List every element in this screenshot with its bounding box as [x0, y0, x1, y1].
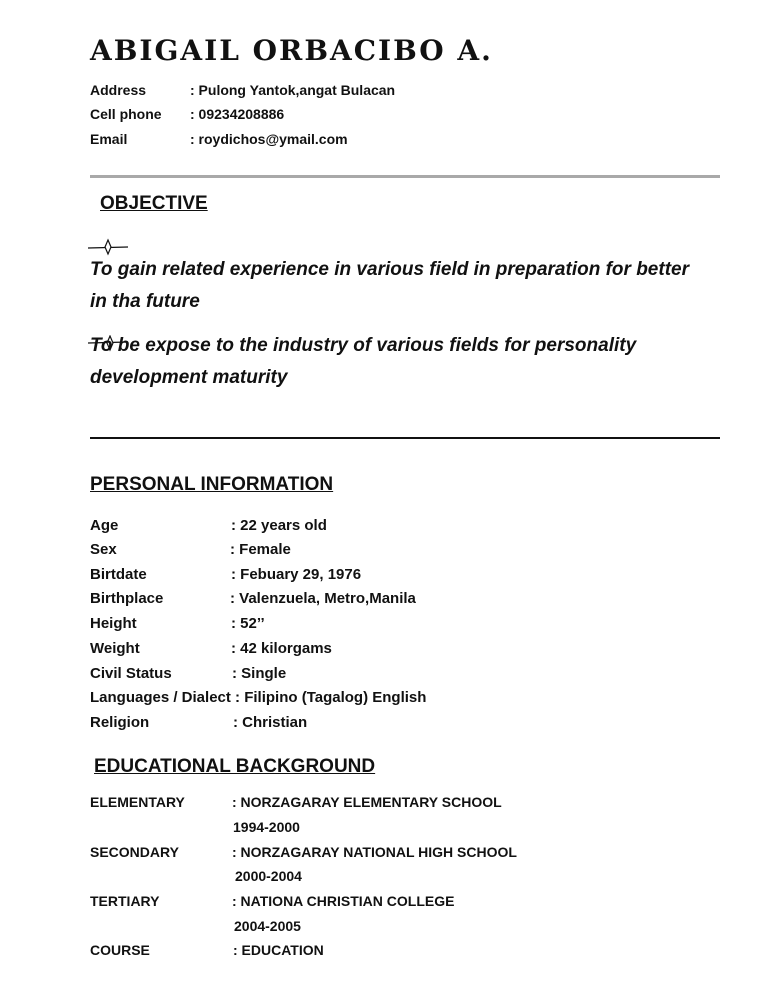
education-school: : NORZAGARAY NATIONAL HIGH SCHOOL — [232, 844, 517, 860]
education-level: SECONDARY — [90, 844, 179, 860]
info-value: : 42 kilorgams — [231, 640, 332, 657]
education-years: 2000-2004 — [235, 868, 302, 884]
contact-label: Cell phone — [90, 106, 162, 122]
info-value: : 52’’ — [231, 615, 265, 632]
info-label: Religion — [90, 714, 150, 731]
education-level: COURSE — [90, 942, 150, 958]
education-row — [90, 942, 324, 958]
info-row — [90, 517, 327, 534]
contact-email — [90, 131, 348, 147]
education-school: : EDUCATION — [233, 942, 324, 958]
education-school: : NATIONA CHRISTIAN COLLEGE — [232, 893, 455, 909]
contact-phone — [90, 106, 284, 122]
info-label: Civil Status — [90, 665, 172, 682]
info-value: : Valenzuela, Metro,Manila — [230, 590, 416, 607]
info-row — [90, 640, 332, 657]
info-value: : Female — [230, 541, 291, 558]
contact-value: : Pulong Yantok,angat Bulacan — [190, 82, 396, 98]
info-label: Sex — [90, 541, 117, 558]
info-label: Weight — [90, 640, 140, 657]
education-level: ELEMENTARY — [90, 794, 185, 810]
contact-address — [90, 82, 395, 98]
contact-value: : 09234208886 — [190, 106, 285, 122]
education-row — [90, 844, 517, 860]
info-label: Age — [90, 517, 119, 534]
divider — [90, 175, 720, 178]
info-value: : Febuary 29, 1976 — [231, 566, 362, 583]
info-row — [90, 615, 265, 632]
resume-name: ABIGAIL ORBACIBO A. — [90, 34, 493, 67]
objective-heading: OBJECTIVE — [100, 193, 208, 214]
info-row — [90, 541, 291, 558]
info-value: : Christian — [233, 714, 308, 731]
info-row — [90, 689, 426, 706]
contact-label: Address — [90, 82, 147, 98]
contact-value: : roydichos@ymail.com — [190, 131, 348, 147]
objective-item: To be expose to the industry of various fields for personality development maturity — [90, 335, 637, 388]
objective-item: To gain related experience in various field in preparation for better in tha future — [90, 259, 689, 312]
info-label: Birtdate — [90, 566, 147, 583]
education-row — [90, 893, 455, 909]
info-row — [90, 714, 308, 731]
education-heading: EDUCATIONAL BACKGROUND — [94, 756, 376, 777]
education-years: 1994-2000 — [233, 819, 300, 835]
education-row — [90, 794, 502, 810]
education-years: 2004-2005 — [234, 918, 301, 934]
info-label: Languages / Dialect — [90, 689, 231, 706]
info-value: : Single — [232, 665, 287, 682]
info-label: Height — [90, 615, 137, 632]
contact-label: Email — [90, 131, 128, 147]
info-row — [90, 665, 287, 682]
info-value: : 22 years old — [231, 517, 327, 534]
education-level: TERTIARY — [90, 893, 160, 909]
info-row — [90, 566, 362, 583]
info-value: : Filipino (Tagalog) English — [235, 689, 427, 706]
info-label: Birthplace — [90, 590, 164, 607]
divider — [90, 437, 720, 439]
education-school: : NORZAGARAY ELEMENTARY SCHOOL — [232, 794, 502, 810]
info-row — [90, 590, 416, 607]
personal-info-heading: PERSONAL INFORMATION — [90, 474, 334, 495]
